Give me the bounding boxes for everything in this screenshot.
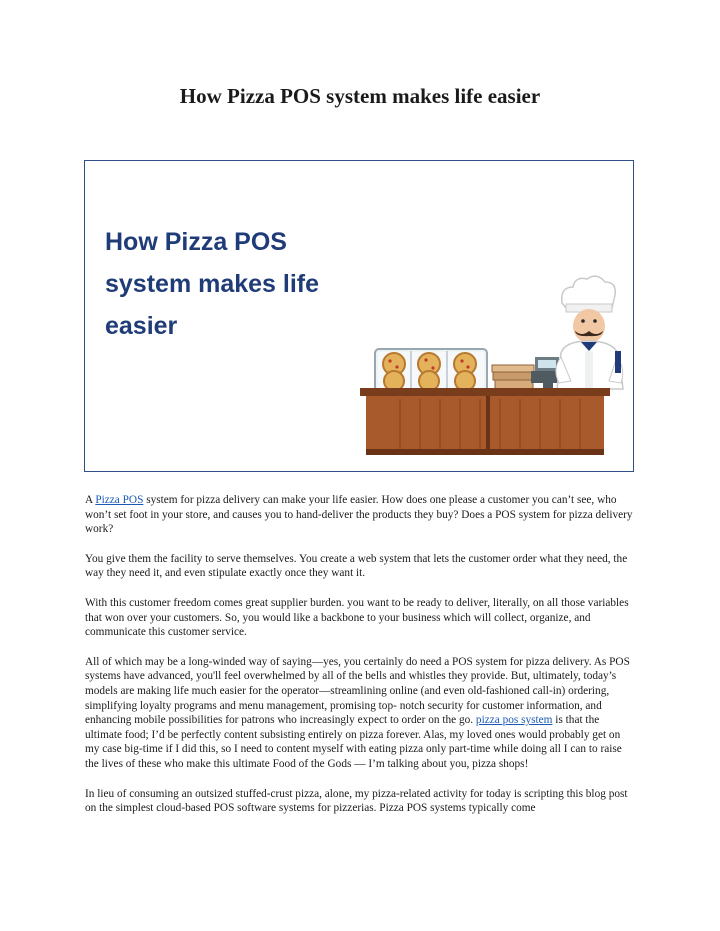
- paragraph-4: [85, 655, 633, 772]
- p4-text-end: is that the ultimate food; I’d be perfectly content subsisting entirely on pizza forever. Alas, my loved ones would probably get on my case big-time if I did this, so I need to content myself with eating pizza only part-time while doing all I can to raise the lives of these who make this ultimate Food of the Gods — I’m talking about you, pizza shops!: [85, 714, 622, 770]
- p1-text-start: A: [85, 494, 96, 506]
- pizza-counter-illustration: [85, 161, 634, 472]
- hero-heading-line-1: How Pizza POS: [105, 228, 287, 256]
- pizza-boxes: [492, 365, 534, 389]
- p1-text-end: system for pizza delivery can make your life easier. How does one please a customer you can’t see, who won’t set foot in your store, and causes you to hand-deliver the products they buy? Does a POS system for pizza delivery work?: [85, 494, 633, 536]
- pizza-trays: [383, 353, 476, 391]
- hero-heading-line-3: easier: [105, 312, 178, 340]
- hero-banner: [84, 160, 634, 472]
- paragraph-5: In lieu of consuming an outsized stuffed-crust pizza, alone, my pizza-related activity for today is scripting this blog post on the simplest cloud-based POS software systems for pizzerias. Pizza POS systems typically come: [85, 787, 628, 815]
- paragraph-3: With this customer freedom comes great supplier burden. you want to be ready to deliver, literally, on all those variables that won over your customers. So, you would like a backbone to your business which will collect, organize, and communicate this customer service.: [85, 596, 629, 639]
- paragraph-1: [85, 493, 633, 537]
- pizza-pos-link[interactable]: Pizza POS: [95, 494, 144, 506]
- article-body: [85, 493, 633, 831]
- chef-icon: [556, 276, 623, 389]
- wooden-counter: [360, 388, 610, 455]
- hero-heading-line-2: system makes life: [105, 270, 320, 298]
- p4-text-start: All of which may be a long-winded way of saying—yes, you certainly do need a POS system for pizza delivery. As POS systems have advanced, you'll feel overwhelmed by all of the bells and whistles they provide. But, ultimately, today’s models are making life much easier for the operator—streamlining online (and even old-fashioned call-in) ordering, simplifying loyalty programs and menu management, promising top- notch security for customer information, and enhancing mobile possibilities for patrons who increasingly expect to order on the go.: [85, 655, 630, 727]
- pizza-pos-system-link[interactable]: pizza pos system: [475, 714, 553, 727]
- page-title: How Pizza POS system makes life easier: [179, 84, 541, 108]
- paragraph-2: You give them the facility to serve themselves. You create a web system that lets the customer order what they need, the way they need it, and even stipulate exactly once they want it.: [85, 552, 628, 580]
